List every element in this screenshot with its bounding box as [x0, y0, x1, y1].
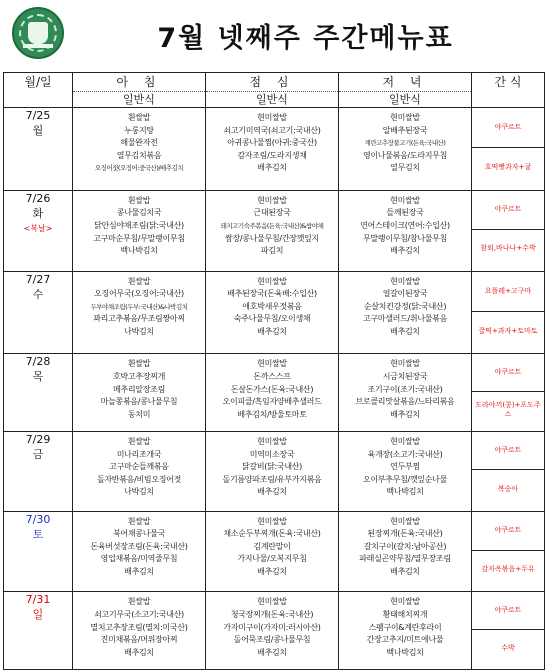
menu-item: 브로콜리맛살볶음/느타리볶음: [355, 397, 455, 407]
date-label: 7/31: [25, 593, 51, 607]
menu-item: 배추김치: [124, 566, 154, 576]
date-label: 7/25: [25, 109, 51, 122]
weekday-label: 수: [32, 287, 44, 301]
day-cell: [4, 190, 73, 271]
weekly-menu-table: [3, 72, 545, 670]
dinner-cell: [339, 190, 472, 271]
snack-item: 야쿠르트: [494, 368, 522, 377]
menu-item: 파래실곤약무침/열무장조림: [359, 554, 451, 564]
menu-item: 흰쌀밥: [127, 516, 151, 526]
menu-item: 오징어무국(오징어:국내산): [94, 289, 184, 299]
menu-body: [4, 108, 545, 670]
snack-item: 복숭아: [472, 469, 544, 508]
menu-item: 현미쌀밥: [390, 436, 420, 446]
menu-item: 현미쌀밥: [257, 195, 287, 205]
menu-item: 진미채볶음/머위장아찌: [100, 635, 178, 645]
menu-item: 흰쌀밥: [127, 597, 151, 607]
menu-item: 콩나물김치국: [116, 208, 162, 218]
date-label: 7/27: [25, 272, 51, 286]
lunch-header: [206, 73, 339, 108]
date-label: 7/29: [25, 432, 51, 446]
snack-item: 야쿠르트: [494, 123, 522, 131]
day-row: [4, 190, 545, 271]
snack-item: 도라야끼(콩)+포도주스: [472, 391, 544, 429]
snack-item: 수박: [472, 629, 544, 667]
menu-item: 쇠고기무국(소고기:국내산): [94, 609, 184, 619]
snack-cell: [472, 354, 545, 432]
menu-item: 김계란말이: [253, 541, 291, 551]
day-cell: [4, 592, 73, 670]
menu-item: 들깨된장국: [386, 208, 424, 218]
breakfast-cell: [73, 271, 206, 354]
menu-item: 배추김치: [390, 409, 420, 419]
menu-item: 돌자반볶음/비빔오징어젓: [96, 474, 182, 484]
menu-item: 흰쌀밥: [127, 436, 151, 446]
menu-item: 돈육버섯장조림(돈육:국내산): [90, 541, 188, 551]
menu-item: 가지나물/오복지무침: [237, 554, 307, 564]
menu-item: 스팸구이&계란후라이: [368, 622, 442, 632]
menu-item: 배추김치: [390, 246, 420, 256]
menu-item: 미나리조개국: [116, 449, 162, 459]
day-row: [4, 431, 545, 511]
breakfast-cell: [73, 190, 206, 271]
menu-item: 북어채콩나물국: [113, 529, 165, 539]
menu-item: 영이나물볶음/도라지무침: [362, 150, 448, 160]
menu-item: 순살치킨강정(닭:국내산): [363, 301, 447, 311]
menu-item: 숙주나물무침/오이생채: [233, 314, 311, 324]
snack-item: 야쿠르트: [494, 526, 522, 535]
menu-item: 돌기름양파조림/유부가지볶음: [222, 474, 322, 484]
snack-cell: [472, 108, 545, 191]
menu-item: 닭갈비(닭:국내산): [241, 462, 303, 472]
day-row: [4, 354, 545, 432]
menu-item: 흰쌀밥: [127, 195, 151, 205]
weekday-label: 목: [32, 370, 44, 384]
breakfast-label: 아 침: [116, 75, 162, 89]
lunch-cell: [206, 431, 339, 511]
lunch-cell: [206, 511, 339, 592]
menu-item: 현미쌀밥: [257, 359, 287, 369]
menu-item: 배추김치: [124, 647, 154, 657]
menu-item: 채소순두부찌개(돈육:국내산): [223, 529, 321, 539]
menu-item: 멸치고추장조림(멸치:미국산): [90, 622, 188, 632]
menu-item: 호박고추장찌개: [113, 371, 165, 381]
menu-item: 열무김치볶음: [116, 150, 162, 160]
lunch-label: 점 심: [249, 75, 295, 89]
menu-item: 돼지고기숙주볶음(돈육:국내산)&쌈야채: [220, 221, 324, 230]
snack-cell: [472, 511, 545, 592]
menu-item: 황태해치찌개: [382, 609, 428, 619]
weekday-label: 화: [32, 206, 44, 220]
lunch-cell: [206, 190, 339, 271]
menu-item: 배추김치: [257, 163, 287, 173]
day-row: [4, 592, 545, 670]
breakfast-cell: [73, 108, 206, 191]
menu-item: 간장고추지/미트애나물: [366, 635, 444, 645]
menu-item: 시금치된장국: [382, 371, 428, 381]
breakfast-cell: [73, 354, 206, 432]
snack-item: 야쿠르트: [494, 446, 522, 455]
snack-cell: [472, 431, 545, 511]
menu-item: 흰쌀밥: [127, 359, 151, 369]
menu-item: 현미쌀밥: [257, 113, 287, 122]
menu-item: 얼갈이된장국: [382, 289, 428, 299]
menu-item: 나박김치: [124, 487, 154, 497]
day-cell: [4, 431, 73, 511]
menu-item: 열무김치: [390, 163, 420, 173]
menu-item: 조기구이(조기:국내산): [367, 384, 443, 394]
lunch-cell: [206, 354, 339, 432]
menu-item: 파김치: [260, 246, 284, 256]
day-cell: [4, 354, 73, 432]
dinner-cell: [339, 592, 472, 670]
menu-item: 갈치구이(갈치:남아공산): [363, 541, 447, 551]
dinner-header: [339, 73, 472, 108]
snack-item: 참외,바나나+수박: [472, 229, 544, 268]
menu-item: 흰쌀밥: [127, 113, 151, 122]
weekday-label: 토: [32, 527, 44, 541]
menu-item: 배추김치: [390, 326, 420, 336]
menu-item: 아귀콩나물찜(아귀:중국산): [227, 138, 317, 148]
dinner-cell: [339, 431, 472, 511]
snack-item: 호떡빵과자+귤: [472, 147, 544, 187]
menu-item: 누룽지탕: [124, 125, 154, 135]
weekday-label: 일: [32, 608, 44, 622]
breakfast-header: [73, 73, 206, 108]
menu-item: 쌈장/콩나물무침/간장깻잎지: [225, 233, 319, 243]
menu-item: 연어스테이크(연어:수입산): [360, 220, 450, 230]
menu-item: 나박김치: [124, 326, 154, 336]
menu-item: 두부야채조림(두부:국내산)&나박김치: [90, 302, 188, 311]
lunch-cell: [206, 108, 339, 191]
menu-item: 해물완자전: [120, 138, 158, 148]
lunch-type: 일반식: [206, 91, 338, 107]
menu-item: 고구마샐러드/취나물볶음: [362, 314, 448, 324]
day-row: [4, 511, 545, 592]
menu-item: 오징어젓(오징어:중국산)/배추김치: [94, 164, 184, 173]
menu-item: 현미쌀밥: [257, 516, 287, 526]
date-label: 7/28: [25, 355, 51, 369]
menu-item: 계란고추장불고기(돈육:국내산): [364, 139, 446, 148]
snack-item: 감자옥볶음+두유: [472, 550, 544, 589]
dinner-type: 일반식: [339, 91, 471, 107]
breakfast-type: 일반식: [73, 91, 205, 107]
menu-item: 메추리알장조림: [113, 384, 165, 394]
menu-item: 육개장(소고기:국내산): [367, 449, 443, 459]
menu-item: 백나박김치: [386, 647, 424, 657]
dinner-cell: [339, 108, 472, 191]
snack-item: 야쿠르트: [494, 205, 522, 214]
menu-item: 애호박새우젓볶음: [242, 301, 302, 311]
menu-item: 배추김치: [257, 487, 287, 497]
lunch-cell: [206, 271, 339, 354]
page-title: 7월 넷째주 주간메뉴표: [157, 23, 454, 54]
snack-cell: [472, 190, 545, 271]
snack-cell: [472, 271, 545, 354]
menu-item: 연두부찜: [390, 462, 420, 472]
menu-item: 백나박김치: [386, 487, 424, 497]
menu-item: 영업채볶음/미역줄무침: [100, 554, 178, 564]
day-cell: [4, 108, 73, 191]
organization-logo: [12, 7, 64, 59]
snack-cell: [472, 592, 545, 670]
menu-item: 동치미: [127, 409, 151, 419]
menu-item: 현미쌀밥: [390, 195, 420, 205]
menu-item: 가자미구이(가자미:러시아산): [223, 622, 321, 632]
snack-item: 꿀떡+과자+토마토: [472, 311, 544, 351]
menu-item: 현미쌀밥: [390, 597, 420, 607]
menu-item: 알배추된장국: [382, 125, 428, 135]
day-cell: [4, 271, 73, 354]
menu-item: 마늘쫑볶음/콩나물무침: [100, 397, 178, 407]
day-row: [4, 108, 545, 191]
menu-item: 무말랭이무침/참나물무침: [362, 233, 448, 243]
menu-item: 배추김치: [257, 326, 287, 336]
menu-item: 배추된장국(돈육배:수입산): [227, 289, 317, 299]
menu-item: 돌어묵조림/콩나물무침: [233, 635, 311, 645]
menu-item: 고구마순들깨볶음: [109, 462, 169, 472]
date-label: 7/26: [25, 191, 51, 205]
menu-item: 현미쌀밥: [390, 113, 420, 122]
menu-item: 배추김치: [257, 647, 287, 657]
day-note: <복날>: [23, 223, 53, 233]
menu-item: 현미쌀밥: [257, 436, 287, 446]
menu-item: 감자조림/도라지생채: [237, 150, 307, 160]
menu-item: 고구마순무침/무말랭이무침: [93, 233, 185, 243]
day-column-header: 월/일: [4, 73, 73, 108]
lunch-cell: [206, 592, 339, 670]
menu-item: 현미쌀밥: [257, 276, 287, 286]
day-row: [4, 271, 545, 354]
menu-item: 현미쌀밥: [257, 597, 287, 607]
snack-column-header: 간 식: [472, 73, 545, 108]
weekday-label: 월: [32, 124, 44, 137]
menu-item: 돈살돈가스(돈육:국내산): [230, 384, 314, 394]
menu-item: 흰쌀밥: [127, 276, 151, 286]
menu-item: 꽈리고추볶음/무조림짱아찌: [93, 314, 185, 324]
menu-item: 미역미소장국: [249, 449, 295, 459]
menu-item: 닭안심야채조림(닭:국내산): [94, 220, 184, 230]
dinner-cell: [339, 271, 472, 354]
menu-item: 배추김치: [257, 566, 287, 576]
menu-item: 백나박김치: [120, 246, 158, 256]
menu-item: 근대된장국: [253, 208, 291, 218]
menu-item: 현미쌀밥: [390, 359, 420, 369]
dinner-cell: [339, 354, 472, 432]
menu-item: 청국장찌개(돈육:국내산): [230, 609, 314, 619]
breakfast-cell: [73, 511, 206, 592]
dinner-cell: [339, 511, 472, 592]
date-label: 7/30: [25, 512, 51, 526]
dinner-label: 저 녁: [382, 75, 428, 89]
menu-item: 오이피클/흑임자양배추샐러드: [222, 397, 322, 407]
menu-item: 배추김치/방울토마토: [237, 409, 307, 419]
breakfast-cell: [73, 431, 206, 511]
menu-item: 배추김치: [390, 566, 420, 576]
day-cell: [4, 511, 73, 592]
snack-item: 요플레+고구마: [484, 286, 532, 295]
breakfast-cell: [73, 592, 206, 670]
menu-item: 오이부추무침/깻잎순나물: [362, 474, 448, 484]
snack-item: 야쿠르트: [494, 606, 522, 615]
menu-item: 된장찌개(돈육:국내산): [367, 529, 443, 539]
weekday-label: 금: [32, 447, 44, 461]
menu-item: 현미쌀밥: [390, 516, 420, 526]
menu-item: 쇠고기미역국(쇠고기:국내산): [223, 125, 321, 135]
menu-item: 돈까스스프: [253, 371, 291, 381]
menu-item: 현미쌀밥: [390, 276, 420, 286]
